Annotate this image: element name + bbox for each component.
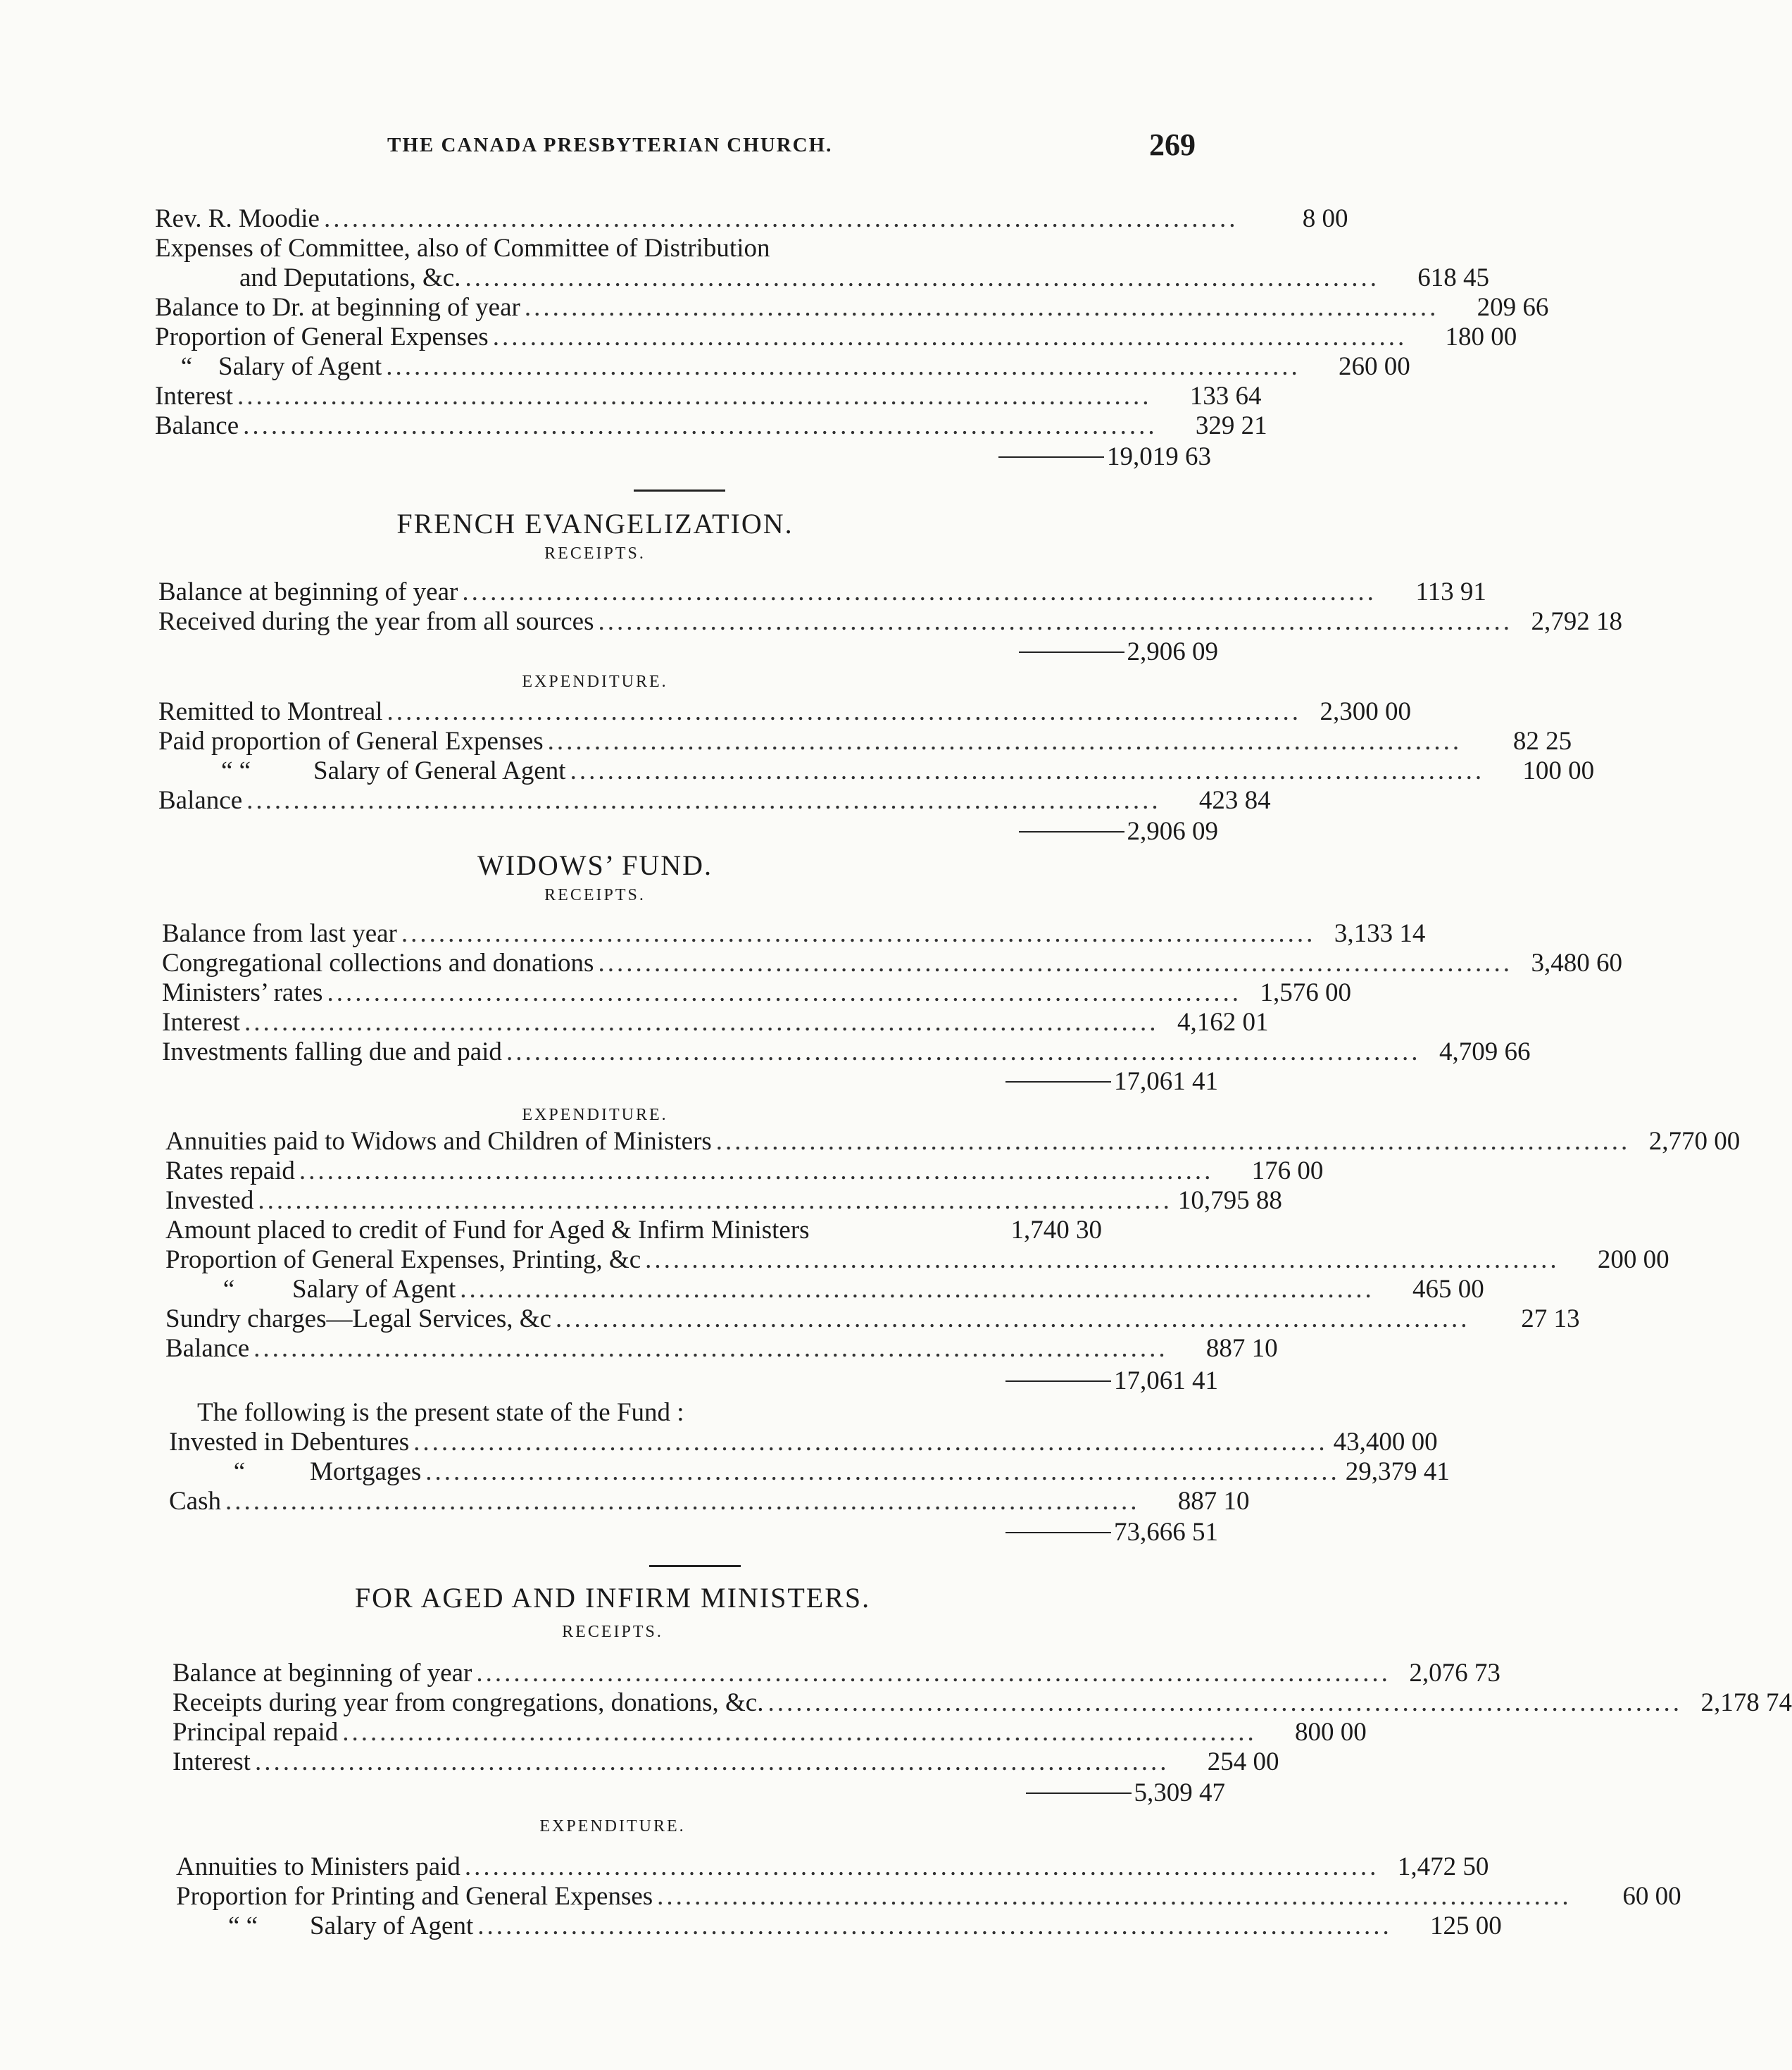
widows-state [169,1398,1450,1516]
ledger-line: Annuities to Ministers paid .................................................................................................. 1,472 50 [176,1852,1489,1881]
ledger-line: Rates repaid .................................................................................................. 176 00 [165,1156,1324,1185]
ledger-line: Invested .................................................................................................. 10,795 88 [165,1186,1282,1215]
french-receipts [158,578,1622,637]
ledger-line: Ministers’ rates .................................................................................................. 1,576 00 [162,978,1351,1007]
ledger-line: Proportion of General Expenses .................................................................................................. 180 00 [155,323,1517,351]
ledger-line: Investments falling due and paid .................................................................................................. 4,709 66 [162,1037,1531,1066]
ledger-line: Balance to Dr. at beginning of year .................................................................................................. 209 66 [155,293,1549,322]
french-expenditure-total: 2,906 09 [965,817,1218,847]
aged-receipts-total: 5,309 47 [986,1778,1225,1808]
widows-receipts-total: 17,061 41 [965,1067,1218,1097]
ledger-line: “ Salary of Agent .................................................................................................. 465 00 [165,1275,1102,1304]
ledger-line: Invested in Debentures .................................................................................................. 43,400 00 [169,1428,1438,1457]
ledger-line: Balance at beginning of year .................................................................................................. 2,076 73 [173,1659,1500,1688]
ledger-line: Proportion of General Expenses, Printing, &c .................................................................................................. 200 00 [165,1245,1669,1274]
ledger-line: Proportion for Printing and General Expenses .................................................................................................. 60 00 [176,1882,1681,1911]
ditto-mark: “ “ [227,1912,258,1940]
page-header [155,127,1210,169]
section-title: FRENCH EVANGELIZATION. [396,508,794,540]
widows-expenditure-heading: EXPENDITURE. [522,1106,668,1124]
french-section [155,507,1211,563]
ledger-line: Expenses of Committee, also of Committee of Distribution [155,234,770,263]
section-divider [649,1565,741,1567]
widows-expenditure-total: 17,061 41 [965,1366,1218,1396]
section-title: WIDOWS’ FUND. [477,849,713,881]
ledger-line: Interest .................................................................................................. 133 64 [155,382,1262,411]
french-expenditure-heading: EXPENDITURE. [522,673,668,691]
total-rule [998,456,1104,458]
french-expenditure [158,697,1595,816]
ledger-line: Received during the year from all sources .................................................................................................. 2,792 18 [158,607,1622,636]
ledger-line: Interest .................................................................................................. 254 00 [173,1747,1279,1776]
ditto-mark: “ “ [220,756,251,785]
ledger-line: Balance .................................................................................................. 887 10 [165,1334,1278,1363]
state-note: The following is the present state of the Fund : [197,1398,684,1427]
section-divider [634,490,725,492]
ledger-line: “ Mortgages .................................................................................................. 29,379 41 [169,1457,1105,1487]
ledger-line: Balance at beginning of year .................................................................................................. 113 91 [158,578,1486,606]
receipts-heading: RECEIPTS. [544,886,646,904]
ledger-line: Balance .................................................................................................. 329 21 [155,411,1267,440]
widows-state-total: 73,666 51 [965,1518,1218,1547]
widows-receipts [162,919,1622,1067]
ledger-line: “ Salary of Agent .................................................................................................. 260 00 [155,352,986,382]
ledger-line: Remitted to Montreal .................................................................................................. 2,300 00 [158,697,1412,726]
ditto-mark: “ [223,1275,235,1304]
ledger-line: Paid proportion of General Expenses .................................................................................................. 82 25 [158,727,1572,756]
ledger-line: and Deputations, &c. .................................................................................................. 618 45 [239,263,1489,292]
aged-receipts [173,1659,1792,1777]
top-total: 19,019 63 [958,442,1211,472]
ledger-line: Interest .................................................................................................. 4,162 01 [162,1008,1269,1037]
ledger-line: Receipts during year from congregations, donations, &c. .................................................................................................. 2,178 74 [173,1688,1792,1717]
ledger-line: Amount placed to credit of Fund for Aged & Infirm Ministers 1,740 30 [165,1216,1102,1245]
widows-section [155,849,1035,905]
running-title: THE CANADA PRESBYTERIAN CHURCH. [387,134,833,156]
french-receipts-total: 2,906 09 [965,637,1218,667]
receipts-heading: RECEIPTS. [544,544,646,563]
widows-expenditure [165,1127,1741,1364]
ledger-line: Balance .................................................................................................. 423 84 [158,786,1271,815]
page-number: 269 [1149,127,1196,162]
ledger-line: Cash .................................................................................................. 887 10 [169,1487,1250,1516]
top-items-block [155,204,1549,441]
ledger-line: Principal repaid .................................................................................................. 800 00 [173,1718,1367,1747]
section-title: FOR AGED AND INFIRM MINISTERS. [354,1582,871,1614]
ledger-line: “ “ Salary of Agent .................................................................................................. 125 00 [176,1912,1120,1941]
receipts-heading: RECEIPTS. [562,1623,663,1641]
ditto-mark: “ [233,1457,246,1486]
aged-expenditure [176,1852,1681,1941]
ledger-line: Sundry charges—Legal Services, &c .................................................................................................. 27 13 [165,1304,1580,1333]
ledger-line: “ “ Salary of General Agent .................................................................................................. 100 00 [158,756,1109,786]
ditto-mark: “ [180,352,193,381]
ledger-line: Congregational collections and donations .................................................................................................. 3,480 60 [162,949,1622,978]
ledger-line: Annuities paid to Widows and Children of Ministers .................................................................................................. 2,770 00 [165,1127,1741,1156]
aged-section [169,1581,1056,1642]
aged-expenditure-heading: EXPENDITURE. [539,1817,686,1835]
ledger-line: Rev. R. Moodie .................................................................................................. 8 00 [155,204,1348,233]
ledger-line: Balance from last year .................................................................................................. 3,133 14 [162,919,1426,948]
